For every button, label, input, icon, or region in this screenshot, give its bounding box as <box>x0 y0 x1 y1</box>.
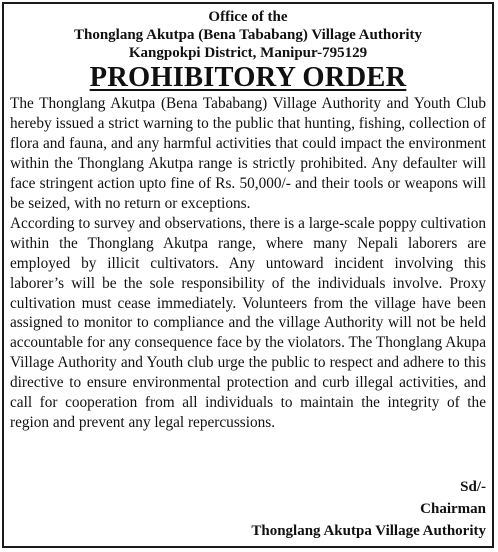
body-paragraph-2: According to survey and observations, there is a large-scale poppy cultivation within the Thonglang Akutpa range, where many Nepali laborers are employed by illicit cultivators. Any untoward incident involving this laborer’s will be the sole responsibility of the individuals involve. Proxy cultivation must cease immediately. Volunteers from the village have been assigned to monitor to compliance and the village Authority will not be held accountable for any consequence face by the violators. The Thonglang Akupa Village Authority and Youth club urge the public to respect and adhere to this directive to ensure environmental protection and curb illegal activities, and call for cooperation from all individuals to maintain the integrity of the region and prevent any legal repercussions. <box>10 214 486 432</box>
signature-sd: Sd/- <box>460 479 486 495</box>
order-title: PROHIBITORY ORDER <box>89 62 407 93</box>
authority-line: Thonglang Akutpa (Bena Tababang) Village Authority <box>73 27 423 43</box>
signature-designation: Chairman <box>420 501 486 517</box>
signature-block <box>251 476 486 542</box>
district-line: Kangpokpi District, Manipur-795129 <box>128 45 368 61</box>
order-body <box>10 94 486 433</box>
prohibitory-order-notice <box>2 2 494 548</box>
office-line: Office of the <box>208 9 288 25</box>
body-paragraph-1: The Thonglang Akutpa (Bena Tababang) Village Authority and Youth Club hereby issued a strict warning to the public that hunting, fishing, collection of flora and fauna, and any harmful activities that could impact the environment within the Thonglang Akutpa range is strictly prohibited. Any defaulter will face stringent action upto fine of Rs. 50,000/- and their tools or weapons will be seized, with no return or exceptions. <box>10 95 486 212</box>
signature-organization: Thonglang Akutpa Village Authority <box>251 523 486 539</box>
